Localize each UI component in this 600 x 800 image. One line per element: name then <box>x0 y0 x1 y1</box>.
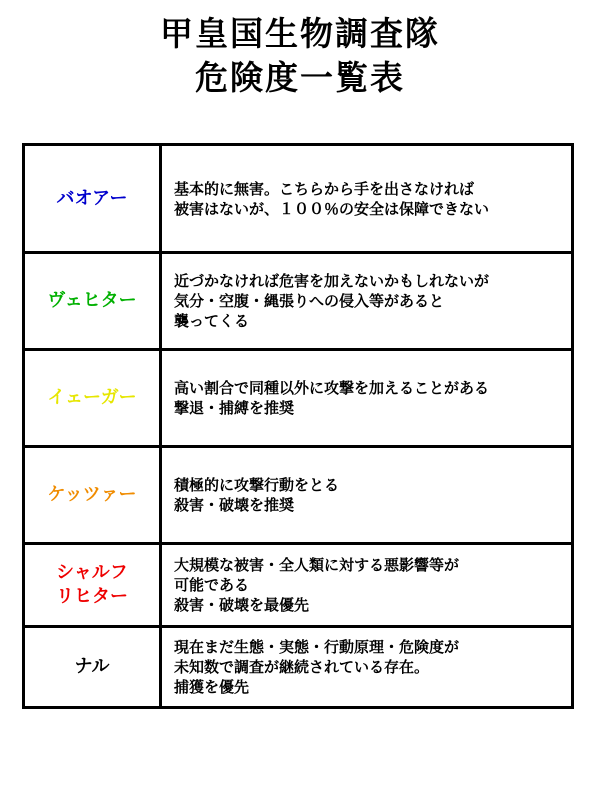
description-line: 殺害・破壊を推奨 <box>174 496 295 514</box>
description-line: 被害はないが、１００％の安全は保障できない <box>174 199 490 218</box>
classification-name: ヴェヒター <box>47 290 137 311</box>
description-line: 基本的に無害。こちらから手を出さなければ <box>174 179 475 198</box>
description-line: 気分・空腹・縄張りへの侵入等があると <box>174 292 445 310</box>
classification-cell <box>24 145 161 253</box>
classification-cell <box>24 253 161 350</box>
description-cell <box>161 544 573 627</box>
description-line: 現在まだ生態・実態・行動原理・危険度が <box>174 638 460 656</box>
classification-cell <box>24 447 161 544</box>
description-line: 可能である <box>174 576 250 594</box>
description-cell <box>161 350 573 447</box>
table-row <box>24 253 573 350</box>
classification-cell <box>24 627 161 708</box>
table-row <box>24 627 573 708</box>
description-line: 撃退・捕縛を推奨 <box>174 399 295 417</box>
classification-name: シャルフ <box>56 562 128 583</box>
classification-name: イェーガー <box>47 387 137 408</box>
description-line: 積極的に攻撃行動をとる <box>174 476 340 494</box>
description-line: 高い割合で同種以外に攻撃を加えることがある <box>174 379 490 397</box>
description-line: 捕獲を優先 <box>174 678 250 696</box>
table-row <box>24 350 573 447</box>
table-row <box>24 145 573 253</box>
classification-cell <box>24 544 161 627</box>
description-cell <box>161 145 573 253</box>
description-cell <box>161 447 573 544</box>
table-row <box>24 544 573 627</box>
description-cell <box>161 627 573 708</box>
description-cell <box>161 253 573 350</box>
classification-cell <box>24 350 161 447</box>
page-title: 甲皇国生物調査隊 <box>160 14 440 53</box>
page-subtitle: 危険度一覧表 <box>195 58 405 97</box>
danger-level-table <box>22 143 574 709</box>
description-line: 未知数で調査が継続されている存在。 <box>174 658 430 676</box>
description-line: 大規模な被害・全人類に対する悪影響等が <box>174 556 460 574</box>
description-line: 近づかなければ危害を加えないかもしれないが <box>174 272 490 290</box>
classification-name: リヒター <box>56 586 128 607</box>
classification-name: バオアー <box>56 187 128 209</box>
description-line: 襲ってくる <box>174 312 250 330</box>
classification-name: ナル <box>74 656 110 677</box>
classification-name: ケッツァー <box>47 484 137 505</box>
table-row <box>24 447 573 544</box>
description-line: 殺害・破壊を最優先 <box>174 596 310 614</box>
